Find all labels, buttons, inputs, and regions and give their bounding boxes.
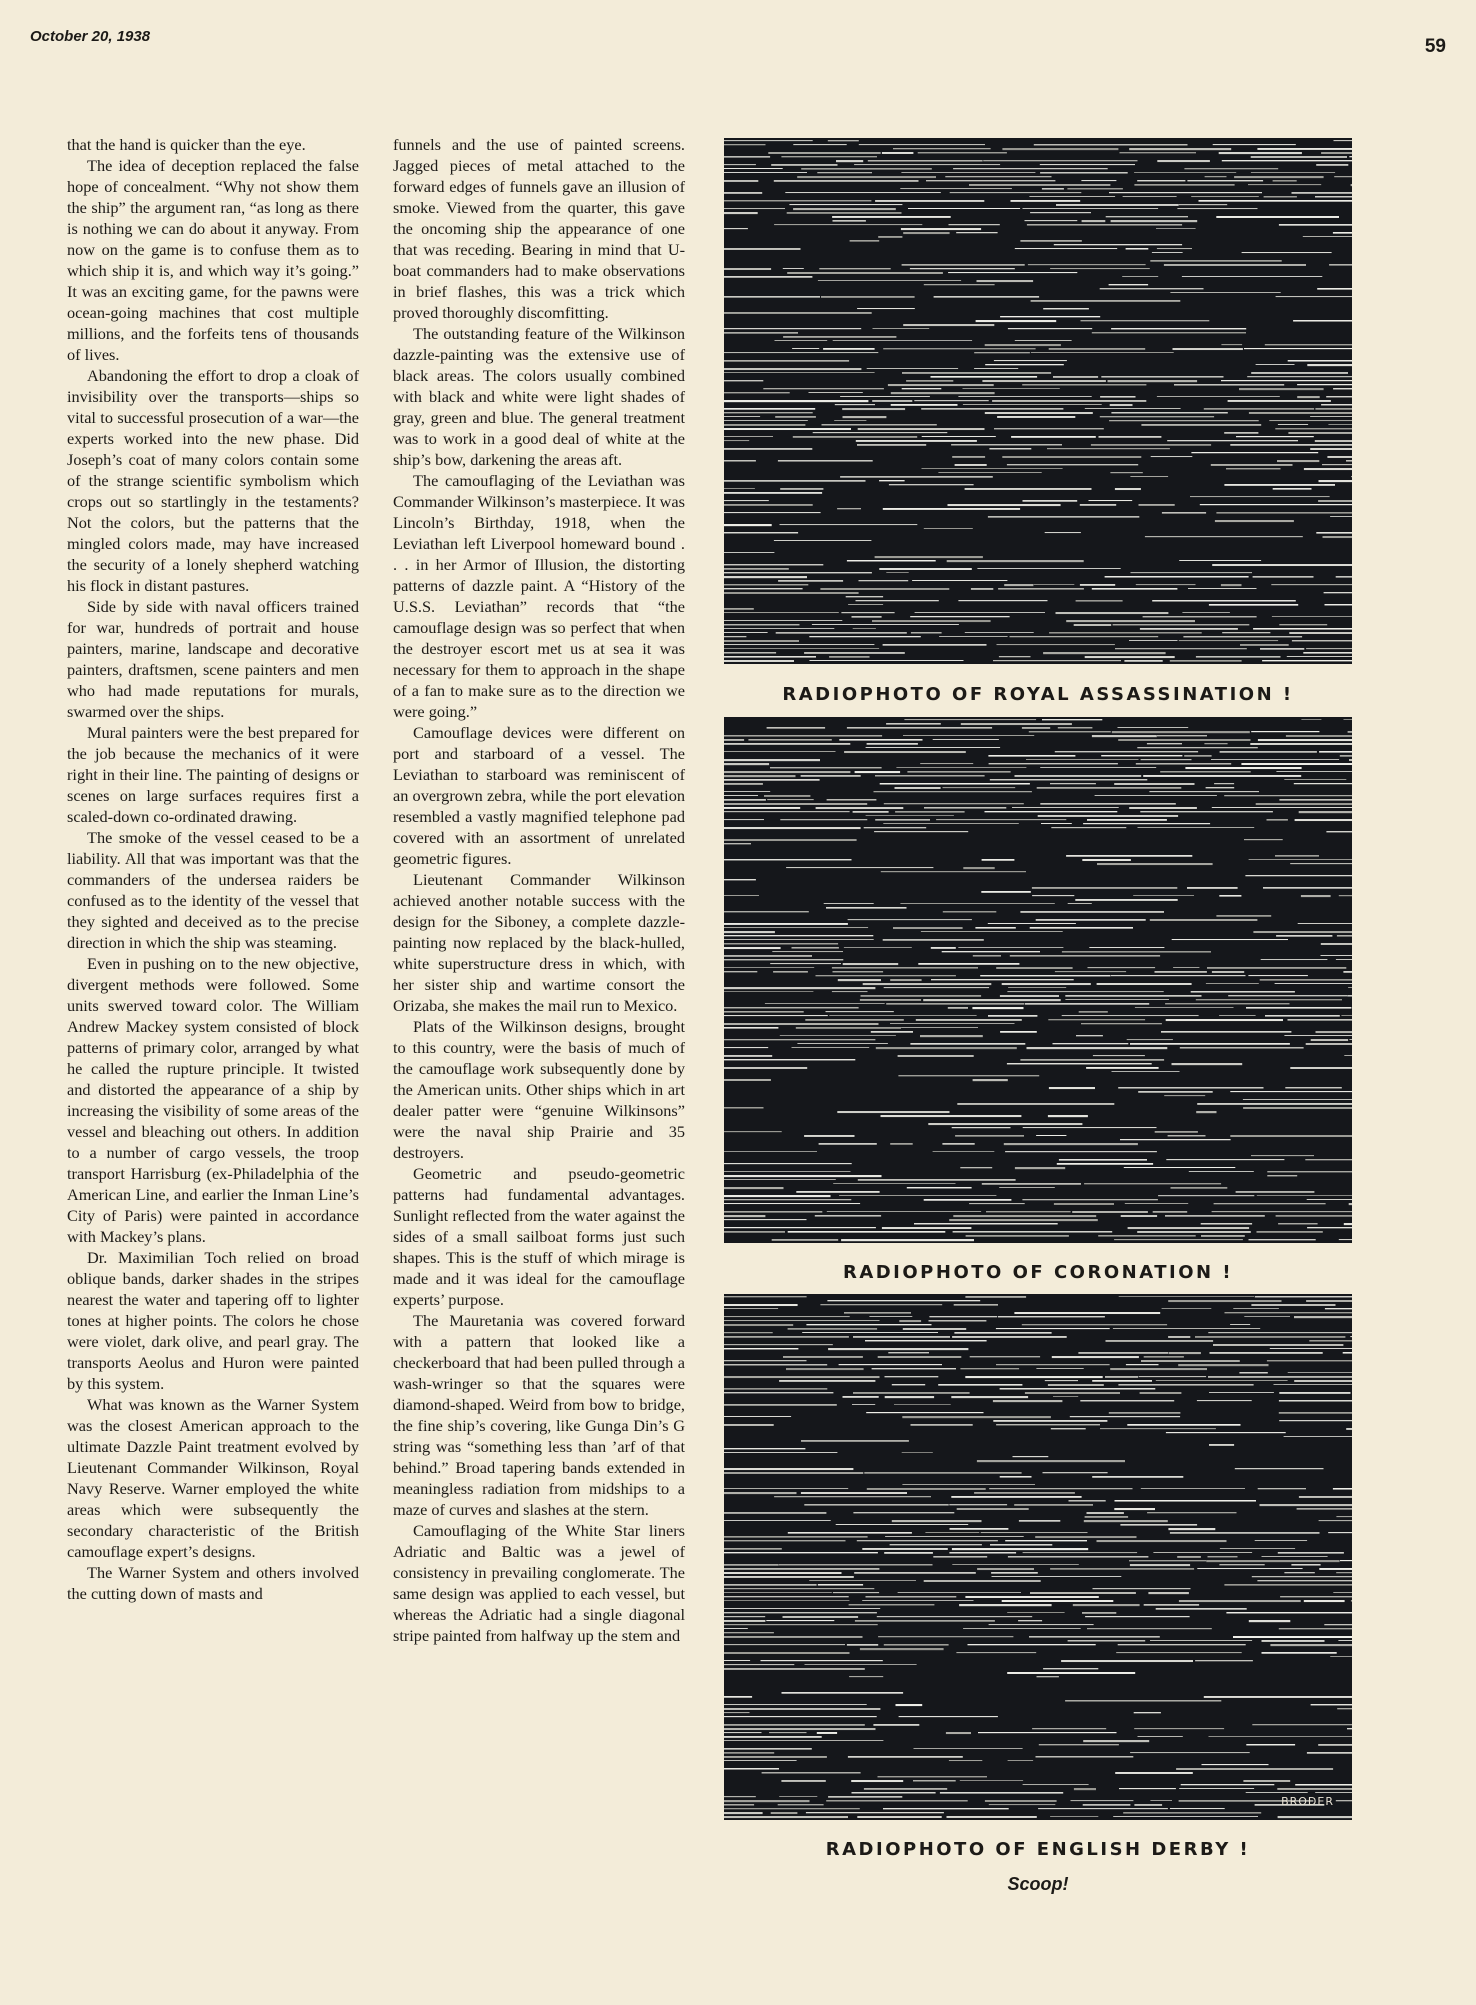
- artist-signature: BRODER: [1281, 1795, 1334, 1808]
- paragraph: Camouflage devices were different on port and starboard of a vessel. The Leviathan to starboard was reminiscent of an overgrown zebra, while the port elevation resembled a vastly magnified telephone pad covered with an assortment of unrelated geometric figures.: [393, 723, 685, 868]
- radiophoto-panel-3: [724, 1294, 1352, 1820]
- paragraph: Even in pushing on to the new objective, divergent methods were followed. Some units swerved toward color. The William Andrew Mackey system consisted of block patterns of primary color, arranged by what he called the rupture principle. It twisted and distorted the appearance of a ship by increasing the visibility of some areas of the vessel and bleaching out others. In addition to a number of cargo vessels, the troop transport Harrisburg (ex-Philadelphia of the American Line, and earlier the Inman Line’s City of Paris) were painted in accordance with Mackey’s plans.: [67, 954, 359, 1246]
- page-header: [30, 28, 1446, 68]
- article-column-2: [393, 134, 685, 1646]
- paragraph: The smoke of the vessel ceased to be a liability. All that was important was that the commanders of the undersea raiders be confused as to the identity of the vessel that they sighted and deceived as to the precise direction in which the ship was steaming.: [67, 828, 359, 952]
- scoop-tagline: Scoop!: [1007, 1874, 1069, 1894]
- scanline-image: [724, 1294, 1352, 1820]
- caption-royal-assassination: RADIOPHOTO OF ROYAL ASSASSINATION !: [782, 684, 1294, 705]
- caption-english-derby: RADIOPHOTO OF ENGLISH DERBY !: [825, 1839, 1251, 1860]
- paragraph: that the hand is quicker than the eye.: [67, 135, 306, 154]
- paragraph: The idea of deception replaced the false hope of concealment. “Why not show them the ship” the argument ran, “as long as there is nothing we can do about it anyway. From now on the game is to confuse them as to which ship it is, and which way it’s going.” It was an exciting game, for the pawns were ocean-going machines that cost multiple millions, and the forfeits tens of thousands of lives.: [67, 156, 359, 364]
- scanline-group: [724, 719, 1352, 1241]
- page-number: 59: [1424, 36, 1446, 57]
- scanline-image: [724, 138, 1352, 664]
- paragraph: Lieutenant Commander Wilkinson achieved another notable success with the design for the Siboney, a complete dazzle-painting now replaced by the black-hulled, white superstructure dress in which, with her sister ship and wartime consort the Orizaba, she makes the mail run to Mexico.: [393, 870, 685, 1015]
- paragraph: Geometric and pseudo-geometric patterns had fundamental advantages. Sunlight reflected from the water against the sides of a small sailboat forms just such shapes. This is the stuff of which mirage is made and it was ideal for the camouflage experts’ purpose.: [393, 1164, 685, 1309]
- paragraph: Camouflaging of the White Star liners Adriatic and Baltic was a jewel of consistency in prevailing conglomerate. The same design was applied to each vessel, but whereas the Adriatic had a single diagonal stripe painted from halfway up the stem and: [393, 1521, 685, 1645]
- radiophoto-panel-1: [724, 138, 1352, 664]
- paragraph: The Mauretania was covered forward with a pattern that looked like a checkerboard that had been pulled through a wash-wringer so that the squares were diamond-shaped. Weird from bow to bridge, the fine ship’s covering, like Gunga Din’s G string was “something less than ’arf of that behind.” Broad tapering bands extended in meaningless radiation from midships to a maze of curves and slashes at the stern.: [393, 1311, 685, 1519]
- radiophoto-panel-2: [724, 717, 1352, 1243]
- article-column-1: [67, 134, 359, 1604]
- paragraph: The outstanding feature of the Wilkinson dazzle-painting was the extensive use of black areas. The colors usually combined with black and white were light shades of gray, green and blue. The general treatment was to work in a good deal of white at the ship’s bow, darkening the areas aft.: [393, 324, 685, 469]
- scanline-image: [724, 717, 1352, 1243]
- scanline-group: [724, 140, 1352, 662]
- paragraph: Mural painters were the best prepared for the job because the mechanics of it were right in their line. The painting of designs or scenes on large surfaces requires first a scaled-down co-ordinated drawing.: [67, 723, 359, 826]
- paragraph: The Warner System and others involved the cutting down of masts and: [67, 1563, 359, 1603]
- paragraph: Side by side with naval officers trained for war, hundreds of portrait and house painters, marine, landscape and decorative painters, draftsmen, scene painters and men who had made reputations for murals, swarmed over the ships.: [67, 597, 359, 721]
- scanline-group: [724, 1296, 1352, 1818]
- paragraph: Dr. Maximilian Toch relied on broad oblique bands, darker shades in the stripes nearest the water and tapering off to lighter tones at higher points. The colors he chose were violet, dark olive, and pearl gray. The transports Aeolus and Huron were painted by this system.: [67, 1248, 359, 1393]
- paragraph: funnels and the use of painted screens. Jagged pieces of metal attached to the forward edges of funnels gave an illusion of smoke. Viewed from the quarter, this gave the oncoming ship the appearance of one that was receding. Bearing in mind that U-boat commanders had to make observations in brief flashes, this was a trick which proved thoroughly discomfitting.: [393, 135, 685, 322]
- paragraph: Plats of the Wilkinson designs, brought to this country, were the basis of much of the camouflage work subsequently done by the American units. Other ships which in art dealer patter were “genuine Wilkinsons” were the naval ship Prairie and 35 destroyers.: [393, 1017, 685, 1162]
- paragraph: What was known as the Warner System was the closest American approach to the ultimate Dazzle Paint treatment evolved by Lieutenant Commander Wilkinson, Royal Navy Reserve. Warner employed the white areas which were subsequently the secondary characteristic of the British camouflage expert’s designs.: [67, 1395, 359, 1561]
- issue-date: October 20, 1938: [30, 28, 151, 45]
- paragraph: Abandoning the effort to drop a cloak of invisibility over the transports—ships so vital to successful prosecution of a war—the experts worked into the new phase. Did Joseph’s coat of many colors contain some of the strange scientific symbolism which crops out so startlingly in the testaments? Not the colors, but the patterns that the mingled colors made, may have increased the security of a lonely shepherd watching his flock in distant pastures.: [67, 366, 359, 595]
- caption-coronation: RADIOPHOTO OF CORONATION !: [842, 1262, 1234, 1283]
- paragraph: The camouflaging of the Leviathan was Commander Wilkinson’s masterpiece. It was Lincoln’s Birthday, 1918, when the Leviathan left Liverpool homeward bound . . . in her Armor of Illusion, the distorting patterns of dazzle paint. A “History of the U.S.S. Leviathan” records that “the camouflage design was so perfect that when the destroyer escort met us at sea it was necessary for them to approach in the shape of a fan to make sure as to the direction we were going.”: [393, 471, 685, 721]
